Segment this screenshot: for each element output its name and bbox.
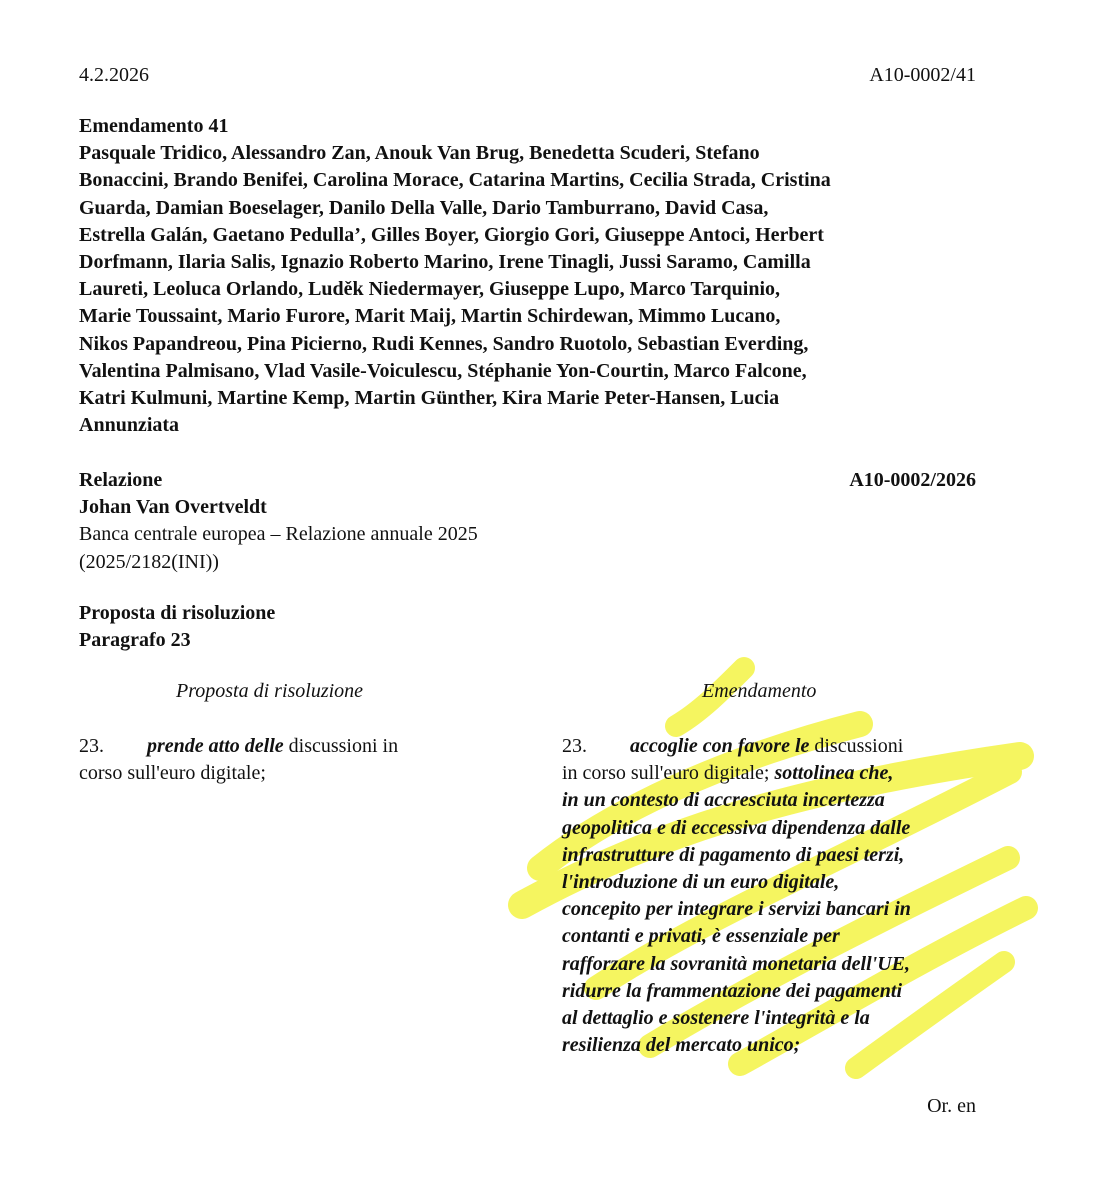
inserted-text: l'introduzione di un euro digitale, — [562, 871, 840, 894]
document-reference: A10-0002/41 — [869, 64, 976, 86]
paragraph-label: Paragrafo 23 — [79, 629, 191, 652]
inserted-text: resilienza del mercato unico; — [562, 1034, 801, 1057]
inserted-text: accoglie con favore le — [630, 735, 810, 757]
original-paragraph — [79, 733, 499, 787]
inserted-text: sottolinea che, — [774, 762, 894, 785]
report-label: Relazione — [79, 469, 163, 491]
column-heading-proposal: Proposta di risoluzione — [176, 680, 364, 702]
procedure-number: (2025/2182(INI)) — [79, 550, 219, 573]
inserted-text: geopolitica e di eccessiva dipendenza dalle — [562, 816, 911, 839]
authors-line: Nikos Papandreou, Pina Picierno, Rudi Kennes, Sandro Ruotolo, Sebastian Everding, — [79, 332, 809, 355]
document-date: 4.2.2026 — [79, 64, 149, 86]
authors-line: Bonaccini, Brando Benifei, Carolina Morace, Catarina Martins, Cecilia Strada, Cristina — [79, 169, 831, 192]
paragraph-text: discussioni — [809, 735, 904, 757]
authors-line: Estrella Galán, Gaetano Pedulla’, Gilles Boyer, Giorgio Gori, Giuseppe Antoci, Herbert — [79, 223, 824, 246]
original-language: Or. en — [927, 1095, 976, 1117]
inserted-text: rafforzare la sovranità monetaria dell'UE, — [562, 952, 910, 975]
report-title: Banca centrale europea – Relazione annuale 2025 — [79, 523, 478, 546]
authors-line: Marie Toussaint, Mario Furore, Marit Maij, Martin Schirdewan, Mimmo Lucano, — [79, 305, 781, 328]
deleted-text: prende atto delle — [147, 735, 284, 757]
amended-paragraph — [562, 733, 992, 1059]
authors-line: Guarda, Damian Boeselager, Danilo Della Valle, Dario Tamburrano, David Casa, — [79, 196, 769, 219]
inserted-text: concepito per integrare i servizi bancari in — [562, 898, 911, 921]
report-reference: A10-0002/2026 — [849, 469, 976, 491]
inserted-text: ridurre la frammentazione dei pagamenti — [562, 979, 903, 1002]
rapporteur-name: Johan Van Overtveldt — [79, 496, 267, 519]
inserted-text: contanti e privati, è essenziale per — [562, 925, 840, 948]
authors-line: Katri Kulmuni, Martine Kemp, Martin Günther, Kira Marie Peter-Hansen, Lucia — [79, 387, 780, 410]
authors-line: Dorfmann, Ilaria Salis, Ignazio Roberto Marino, Irene Tinagli, Jussi Saramo, Camilla — [79, 251, 811, 274]
inserted-text: al dettaglio e sostenere l'integrità e la — [562, 1007, 870, 1030]
paragraph-number: 23. — [79, 735, 104, 757]
proposal-block — [79, 600, 275, 654]
authors-line: Annunziata — [79, 414, 180, 437]
inserted-text: in un contesto di accresciuta incertezza — [562, 789, 885, 812]
column-heading-amendment: Emendamento — [702, 680, 817, 702]
amendment-title: Emendamento 41 — [79, 115, 229, 137]
paragraph-text: discussioni in — [283, 735, 399, 757]
amendment-block — [79, 113, 979, 439]
paragraph-number: 23. — [562, 735, 587, 757]
authors-line: Laureti, Leoluca Orlando, Luděk Niedermayer, Giuseppe Lupo, Marco Tarquinio, — [79, 278, 781, 301]
report-block — [79, 467, 979, 576]
paragraph-text: corso sull'euro digitale; — [79, 762, 266, 785]
proposal-label: Proposta di risoluzione — [79, 602, 276, 624]
authors-line: Pasquale Tridico, Alessandro Zan, Anouk Van Brug, Benedetta Scuderi, Stefano — [79, 142, 760, 165]
authors-line: Valentina Palmisano, Vlad Vasile-Voiculescu, Stéphanie Yon-Courtin, Marco Falcone, — [79, 359, 807, 382]
inserted-text: infrastrutture di pagamento di paesi terzi, — [562, 843, 905, 866]
paragraph-text: in corso sull'euro digitale; — [562, 762, 775, 785]
